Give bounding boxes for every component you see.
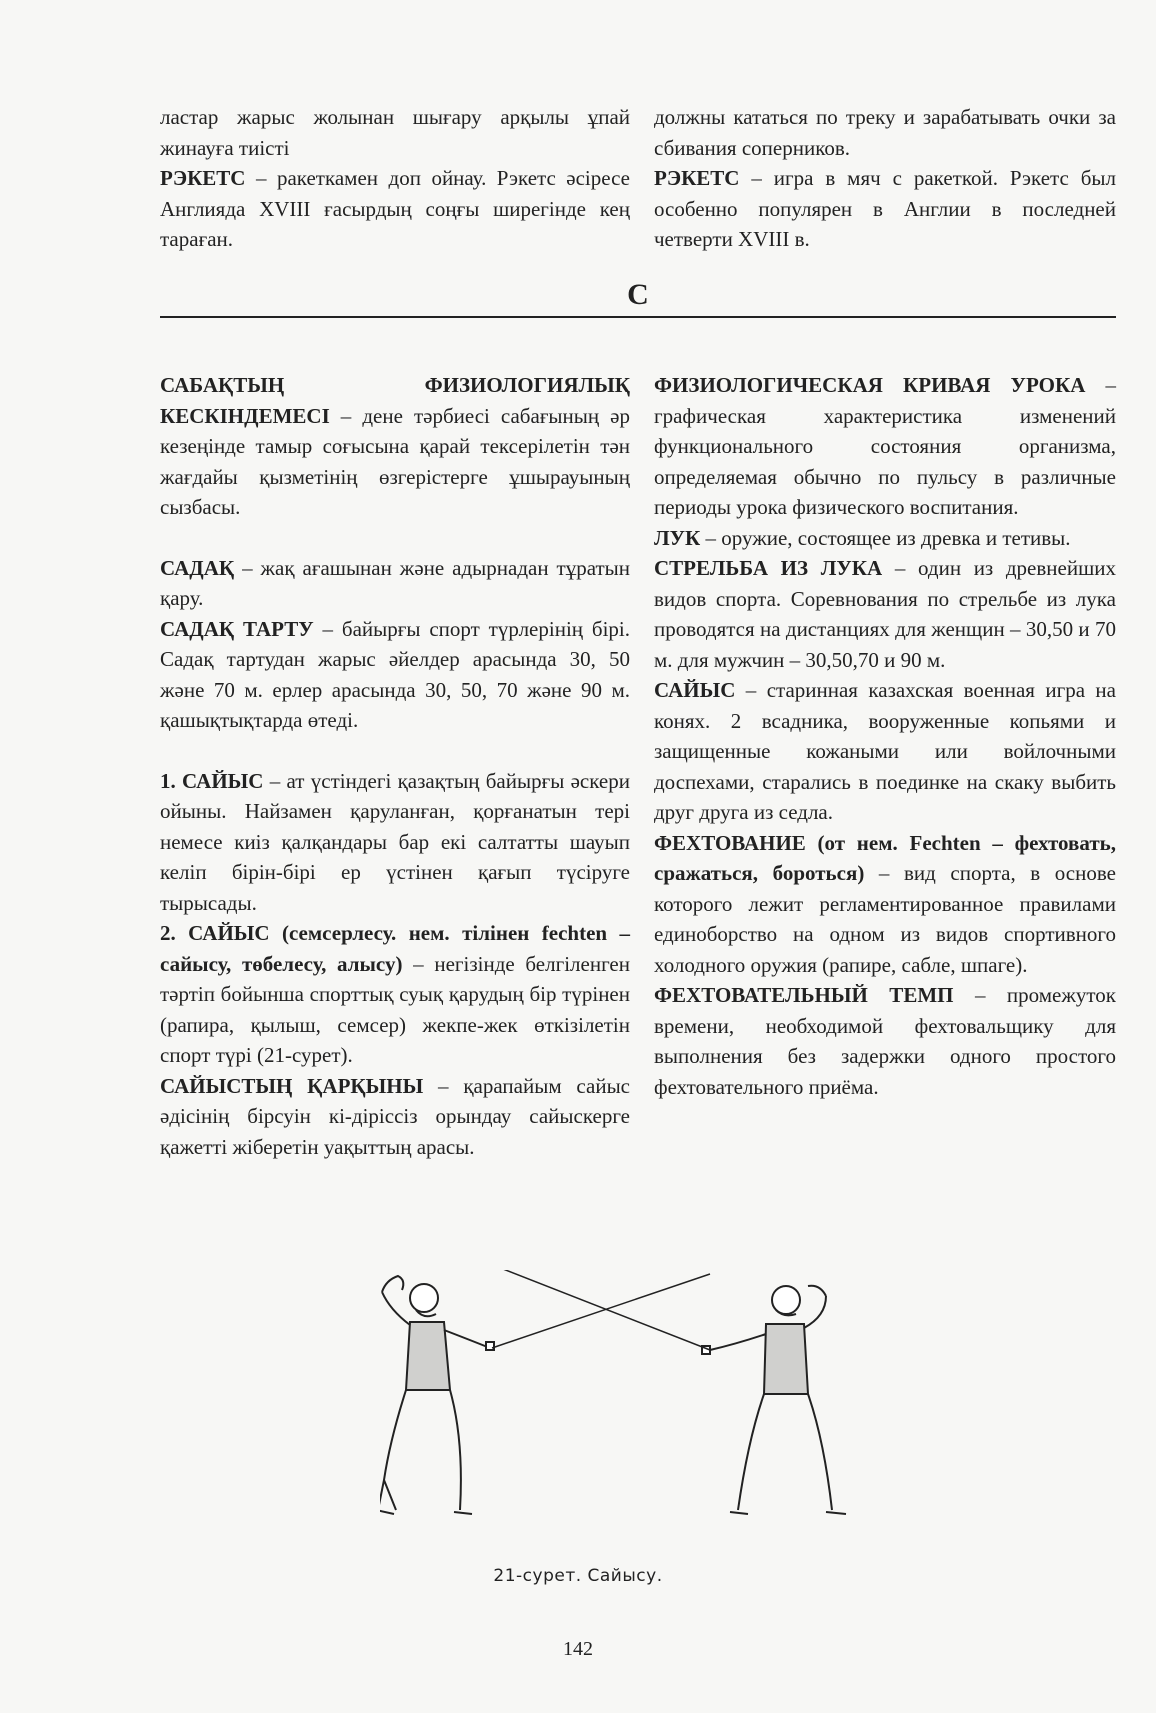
top-left-column (160, 102, 630, 255)
section-divider (160, 316, 1116, 318)
entry-term: ФИЗИОЛОГИЧЕСКАЯ КРИВАЯ УРОКА (654, 373, 1086, 397)
entry-term: РЭКЕТС (654, 166, 740, 190)
entry-term: РЭКЕТС (160, 166, 246, 190)
entry-rackets-ru (654, 163, 1116, 255)
entry-rackets-kz (160, 163, 630, 255)
entry-term: ЛУК (654, 525, 701, 550)
entry-definition: – старинная казахская военная игра на конях. 2 всадника, вооруженные копьями и защищенные кожаными или войлочными доспехами, старались в поединке на скаку выбить друг друга из седла. (654, 678, 1116, 824)
continuation-text: должны кататься по треку и зарабатывать очки за сбивания соперников. (654, 105, 1116, 160)
page-number: 142 (563, 1638, 593, 1660)
entry-term: СТРЕЛЬБА ИЗ ЛУКА (654, 556, 883, 580)
dictionary-entry (160, 918, 630, 1071)
entry-term: САДАҚ (160, 555, 235, 580)
section-header (160, 278, 1116, 318)
entry-definition: – ракеткамен доп ойнау. Рэкетс әсіресе Англияда XVIII ғасырдың соңғы ширегінде кең тараған. (160, 166, 630, 251)
entry-definition: – негізінде белгіленген тәртіп бойынша спорттық суық қарудың бір түрінен (рапира, қылыш, семсер) жекпе-жек өткізілетін спорт түрі (21-сурет). (160, 951, 630, 1067)
russian-column (654, 370, 1116, 1102)
entry-term: 1. САЙЫС (160, 768, 264, 793)
kazakh-column (160, 370, 630, 1162)
entry-definition: – қарапайым сайыс әдісінің бірсуін кі-діріссіз орындау сайыскерге қажетті жіберетін уақыттың арасы. (160, 1073, 630, 1159)
dictionary-entry (160, 370, 630, 523)
entry-term: САЙЫС (654, 678, 736, 702)
entry-definition: – ат үстіндегі қазақтың байырғы әскери ойыны. Найзамен қаруланған, қорғанатын тері немесе киіз қалқандары бар екі салтатты шауып келіп бірін-бірі ер үстінен қағып түсіруге тырысады. (160, 768, 630, 915)
dictionary-entry (654, 980, 1116, 1102)
entry-definition: – графическая характеристика изменений функционального состояния организма, определяемая обычно по пульсу в различные периоды урока физического воспитания. (654, 373, 1116, 519)
entry-definition: – промежуток времени, необходимой фехтовальщику для выполнения без задержки одного простого фехтовательного приёма. (654, 983, 1116, 1099)
entry-definition: – жақ ағашынан және адырнадан тұратын қару. (160, 555, 630, 610)
entry-term: ФЕХТОВАТЕЛЬНЫЙ ТЕМП (654, 983, 954, 1007)
figure-caption: 21-сурет. Сайысу. (493, 1566, 663, 1586)
continuation-text: ластар жарыс жолынан шығару арқылы ұпай жинауға тиісті (160, 105, 630, 160)
entry-term: САЙЫСТЫҢ ҚАРҚЫНЫ (160, 1073, 424, 1098)
dictionary-entry (160, 766, 630, 919)
entry-term: ФЕХТОВАНИЕ (от нем. Fechten – фехтовать, сражаться, бороться) (654, 830, 1116, 885)
dictionary-entry (654, 370, 1116, 523)
dictionary-entry (654, 675, 1116, 828)
entry-term: 2. САЙЫС (семсерлесу. нем. тілінен fechten – сайысу, төбелесу, алысу) (160, 921, 630, 976)
dictionary-entry (160, 553, 630, 614)
entry-definition: – один из древнейших видов спорта. Соревнования по стрельбе из лука проводятся на дистанциях для женщин – 30,50 и 70 м. для мужчин – 30,50,70 и 90 м. (654, 556, 1117, 672)
entry-definition: – вид спорта, в основе которого лежит регламентированное правилами единоборство на одном из видов спортивного холодного оружия (рапире, сабле, шпаге). (654, 861, 1116, 977)
dictionary-entry (654, 828, 1116, 981)
entry-term: САБАҚТЫҢ ФИЗИОЛОГИЯЛЫҚ КЕСКІНДЕМЕСІ (160, 373, 630, 428)
top-right-column (654, 102, 1116, 255)
right-fencer (702, 1286, 846, 1514)
dictionary-entry (654, 523, 1116, 554)
entry-definition: – байырғы спорт түрлерінің бірі. Садақ тартудан жарыс әйелдер арасында 30, 50 және 70 м. ерлер арасында 30, 50, 70 және 90 м. қашықтықтарда өтеді. (160, 616, 630, 732)
left-fencer (380, 1276, 494, 1514)
section-letter: С (627, 278, 649, 311)
entry-definition: – оружие, состоящее из древка и тетивы. (700, 525, 1071, 550)
entry-definition: – дене тәрбиесі сабағының әр кезеңінде тамыр соғысына қарай тексерілетін тән жағдайы қызметінің өзгерістерге ұшырауының сызбасы. (160, 403, 630, 519)
dictionary-entry (160, 1071, 630, 1163)
entry-definition: – игра в мяч с ракеткой. Рэкетс был особенно популярен в Англии в последней четверти XVIII в. (654, 166, 1116, 251)
dictionary-entry (160, 614, 630, 736)
dictionary-entry (654, 553, 1116, 675)
entry-term: САДАҚ ТАРТУ (160, 616, 314, 641)
fencers-illustration-icon (380, 1270, 1140, 1540)
